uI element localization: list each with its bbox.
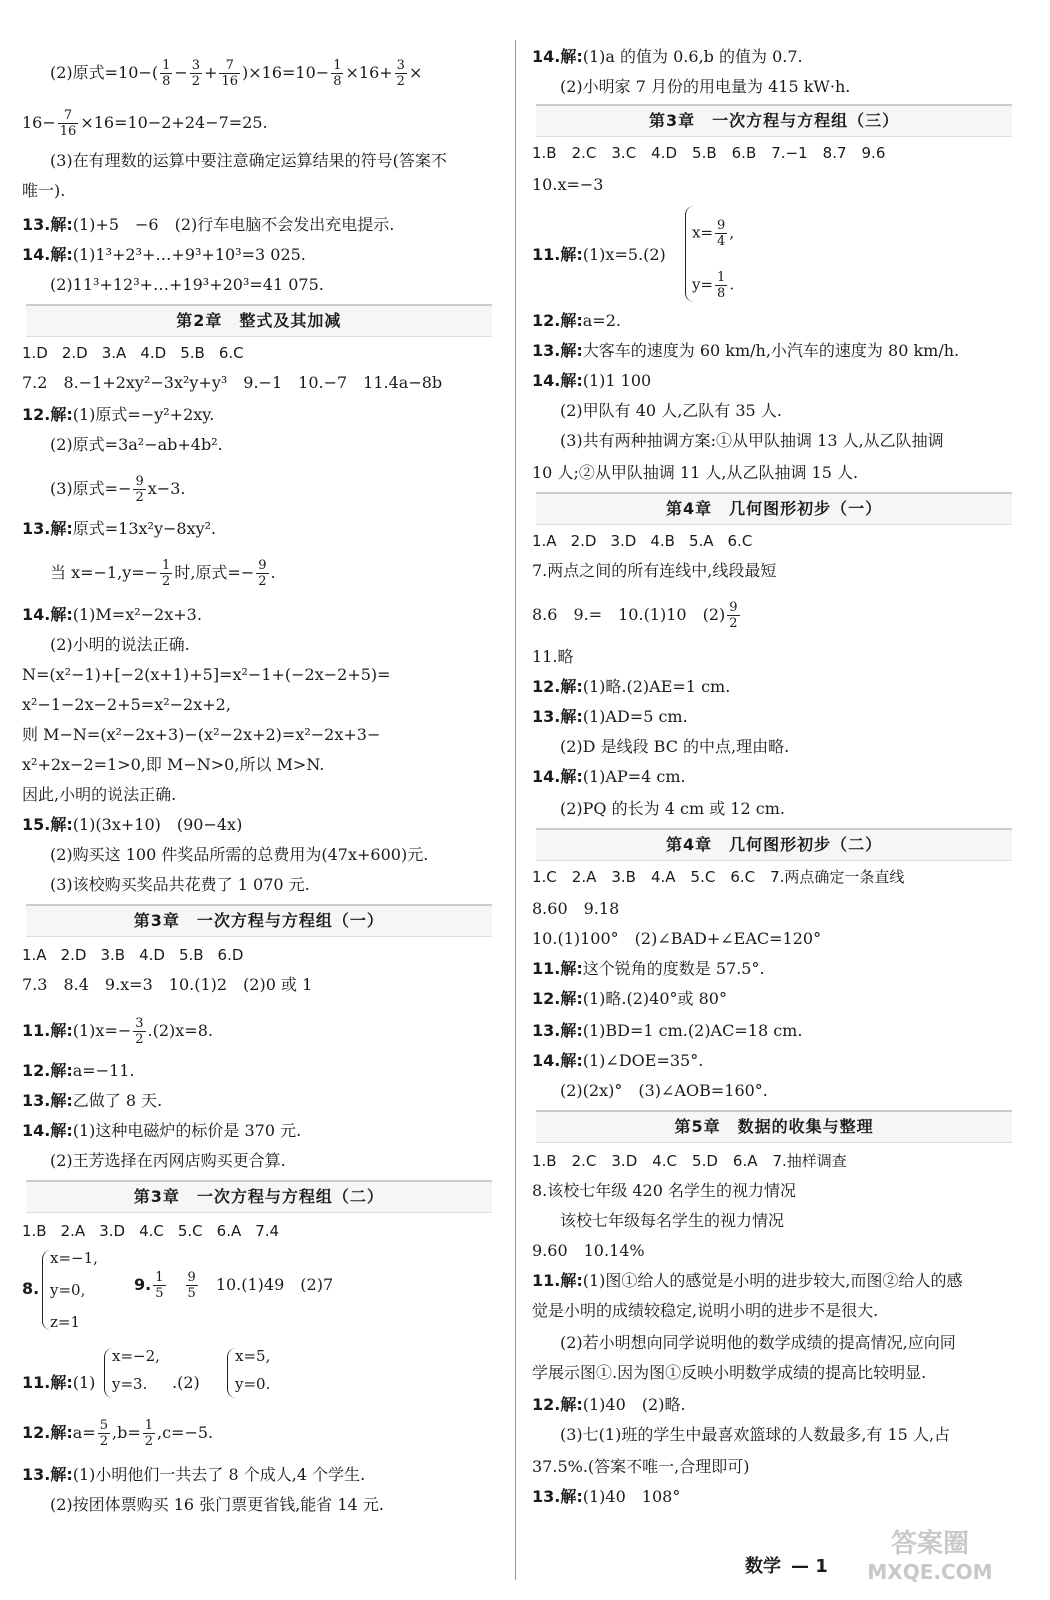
answer-line: 14.解:(1)这种电磁炉的标价是 370 元. bbox=[22, 1121, 302, 1140]
answer-line: 12.解:(1)原式=−y²+2xy. bbox=[22, 405, 215, 424]
choice-answers: 1.A 2.D 3.D 4.B 5.A 6.C bbox=[532, 532, 753, 550]
answer-line: 13.解:乙做了 8 天. bbox=[22, 1091, 163, 1110]
answer-line: 15.解:(1)(3x+10) (90−4x) bbox=[22, 815, 243, 834]
equation: x=5, bbox=[235, 1347, 271, 1365]
answer-line: 14.解:(1)1 100 bbox=[532, 371, 652, 390]
answer-line: 因此,小明的说法正确. bbox=[22, 785, 177, 804]
left-column bbox=[22, 0, 507, 1600]
answer-line: (2)小明的说法正确. bbox=[50, 635, 190, 654]
chapter-heading: 第3章 一次方程与方程组（二） bbox=[26, 1180, 492, 1213]
fraction: $\frac{7}{16}$ bbox=[221, 58, 239, 89]
answer-line: 当 x=−1,y=− $\frac{1}{2}$ 时,原式=− $\frac{9}{2}$ . bbox=[50, 558, 276, 589]
answer-line: (3)原式=− $\frac{9}{2}$ x−3. bbox=[50, 474, 186, 505]
fraction: $\frac{9}{2}$ bbox=[135, 474, 144, 505]
choice-answers: 1.A 2.D 3.B 4.D 5.B 6.D bbox=[22, 946, 244, 964]
equation: y=0. bbox=[235, 1375, 271, 1393]
answer-line: 11.解:(1) bbox=[22, 1373, 96, 1392]
answer-line: (2)若小明想向同学说明他的数学成绩的提高情况,应向同 bbox=[560, 1333, 956, 1352]
choice-answers: 1.D 2.D 3.A 4.D 5.B 6.C bbox=[22, 344, 244, 362]
text: .(2) bbox=[172, 1373, 200, 1392]
answer-line: 12.解:(1)40 (2)略. bbox=[532, 1395, 686, 1414]
answer-line: 14.解:(1)1³+2³+…+9³+10³=3 025. bbox=[22, 245, 306, 264]
answer-line: (2)按团体票购买 16 张门票更省钱,能省 14 元. bbox=[50, 1495, 384, 1514]
answer-line: 12.解:(1)略.(2)40°或 80° bbox=[532, 989, 727, 1008]
fraction: $\frac{3}{2}$ bbox=[135, 1016, 144, 1047]
answer-line: 11.解:(1)x=5.(2) bbox=[532, 245, 666, 264]
answer-line: 10.(1)100° (2)∠BAD+∠EAC=120° bbox=[532, 929, 822, 948]
answer-line: (2)PQ 的长为 4 cm 或 12 cm. bbox=[560, 799, 785, 818]
chapter-heading: 第5章 数据的收集与整理 bbox=[536, 1110, 1012, 1143]
answer-line: 学展示图①.因为图①反映小明数学成绩的提高比较明显. bbox=[532, 1363, 927, 1382]
answer-line: 10 人;②从甲队抽调 11 人,从乙队抽调 15 人. bbox=[532, 463, 859, 482]
page-number: — 1 bbox=[791, 1556, 828, 1577]
page-footer bbox=[745, 1552, 828, 1578]
equation: y=0, bbox=[50, 1281, 86, 1299]
fraction: $\frac{5}{2}$ bbox=[99, 1418, 108, 1449]
answer-line: 8.60 9.18 bbox=[532, 899, 620, 918]
answer-line: 8.该校七年级 420 名学生的视力情况 bbox=[532, 1181, 796, 1200]
answer-line: 13.解:大客车的速度为 60 km/h,小汽车的速度为 80 km/h. bbox=[532, 341, 960, 360]
equation: x= $\frac{9}{4}$ , bbox=[692, 218, 735, 249]
subject-label: 数学 bbox=[745, 1556, 781, 1577]
answer-line: x²−1−2x−2+5=x²−2x+2, bbox=[22, 695, 231, 714]
chapter-heading: 第3章 一次方程与方程组（三） bbox=[536, 104, 1012, 137]
fraction: $\frac{3}{2}$ bbox=[396, 58, 405, 89]
answer-line: 7.两点之间的所有连线中,线段最短 bbox=[532, 561, 777, 580]
chapter-heading: 第4章 几何图形初步（二） bbox=[536, 828, 1012, 861]
answer-line: 唯一). bbox=[22, 181, 66, 200]
answer-line: 37.5%.(答案不唯一,合理即可) bbox=[532, 1457, 750, 1476]
answer-line: 觉是小明的成绩较稳定,说明小明的进步不是很大. bbox=[532, 1301, 879, 1320]
watermark-logo bbox=[835, 1530, 1025, 1590]
answer-line: 12.解:a=−11. bbox=[22, 1061, 135, 1080]
fraction: $\frac{9}{5}$ bbox=[187, 1270, 196, 1301]
answer-line: 14.解:(1)∠DOE=35°. bbox=[532, 1051, 704, 1070]
answer-line: 13.解:(1)BD=1 cm.(2)AC=18 cm. bbox=[532, 1021, 803, 1040]
answer-line: 16− $\frac{7}{16}$ ×16=10−2+24−7=25. bbox=[22, 108, 268, 139]
chapter-heading: 第3章 一次方程与方程组（一） bbox=[26, 904, 492, 937]
answer-line: 12.解:a= $\frac{5}{2}$ ,b= $\frac{1}{2}$ ,c=−5. bbox=[22, 1418, 214, 1449]
answer-line: x²+2x−2=1>0,即 M−N>0,所以 M>N. bbox=[22, 755, 325, 774]
answer-line: 7.2 8.−1+2xy²−3x²y+y³ 9.−1 10.−7 11.4a−8b bbox=[22, 373, 443, 392]
answer-line: 12.解:a=2. bbox=[532, 311, 621, 330]
chapter-heading: 第4章 几何图形初步（一） bbox=[536, 492, 1012, 525]
answer-line: 9.60 10.14% bbox=[532, 1241, 645, 1260]
answer-line: N=(x²−1)+[−2(x+1)+5]=x²−1+(−2x−2+5)= bbox=[22, 665, 391, 684]
choice-answers: 1.C 2.A 3.B 4.A 5.C 6.C 7.两点确定一条直线 bbox=[532, 868, 905, 886]
answer-line: 11.解:(1)图①给人的感觉是小明的进步较大,而图②给人的感 bbox=[532, 1271, 963, 1290]
choice-answers: 1.B 2.A 3.D 4.C 5.C 6.A 7.4 bbox=[22, 1222, 280, 1240]
choice-answers: 1.B 2.C 3.D 4.C 5.D 6.A 7.抽样调查 bbox=[532, 1152, 847, 1170]
fraction: $\frac{1}{2}$ bbox=[144, 1418, 153, 1449]
answer-line: 14.解:(1)M=x²−2x+3. bbox=[22, 605, 202, 624]
answer-line: 13.解:(1)+5 −6 (2)行车电脑不会发出充电提示. bbox=[22, 215, 395, 234]
answer-line: (2)原式=3a²−ab+4b². bbox=[50, 435, 223, 454]
fraction: $\frac{1}{8}$ bbox=[717, 270, 726, 301]
answer-line: (2)王芳选择在丙网店购买更合算. bbox=[50, 1151, 286, 1170]
answer-line: (2)11³+12³+…+19³+20³=41 075. bbox=[50, 275, 324, 294]
fraction: $\frac{9}{4}$ bbox=[717, 218, 726, 249]
text: (2)原式=10−( bbox=[50, 63, 159, 82]
answer-line: (3)在有理数的运算中要注意确定运算结果的符号(答案不 bbox=[50, 151, 447, 170]
answer-line: 12.解:(1)略.(2)AE=1 cm. bbox=[532, 677, 731, 696]
answer-line: 10.x=−3 bbox=[532, 175, 604, 194]
answer-line: (2)购买这 100 件奖品所需的总费用为(47x+600)元. bbox=[50, 845, 429, 864]
answer-line: 13.解:(1)小明他们一共去了 8 个成人,4 个学生. bbox=[22, 1465, 366, 1484]
choice-answers: 1.B 2.C 3.C 4.D 5.B 6.B 7.−1 8.7 9.6 bbox=[532, 144, 886, 162]
answer-line: 11.解:(1)x=− $\frac{3}{2}$ .(2)x=8. bbox=[22, 1016, 213, 1047]
column-divider bbox=[515, 40, 516, 1580]
fraction: $\frac{7}{16}$ bbox=[59, 108, 77, 139]
answer-line: 则 M−N=(x²−2x+3)−(x²−2x+2)=x²−2x+3− bbox=[22, 725, 381, 744]
answer-line: 14.解:(1)AP=4 cm. bbox=[532, 767, 686, 786]
fraction: $\frac{3}{2}$ bbox=[191, 58, 201, 89]
answer-line: (3)七(1)班的学生中最喜欢篮球的人数最多,有 15 人,占 bbox=[560, 1425, 951, 1444]
answer-line: 13.解:(1)AD=5 cm. bbox=[532, 707, 688, 726]
fraction: $\frac{1}{2}$ bbox=[162, 558, 171, 589]
fraction: $\frac{1}{5}$ bbox=[155, 1270, 164, 1301]
answer-line: 13.解:(1)40 108° bbox=[532, 1487, 681, 1506]
answer-line: (2)(2x)° (3)∠AOB=160°. bbox=[560, 1081, 768, 1100]
answer-line: (2)原式=10−( $\frac{1}{8}$ − $\frac{3}{2}$ + $\frac{7}{16}$ )×16=10− $\frac{1}{8}$ ×16+ $\frac{3}{2}$ × bbox=[50, 58, 423, 89]
answer-line: 11.略 bbox=[532, 647, 574, 666]
answer-line: 13.解:原式=13x²y−8xy². bbox=[22, 519, 217, 538]
answer-line: 9. $\frac{1}{5}$ $\frac{9}{5}$ 10.(1)49 (2)7 bbox=[134, 1270, 334, 1301]
fraction: $\frac{1}{8}$ bbox=[333, 58, 342, 89]
chapter-heading: 第2章 整式及其加减 bbox=[26, 304, 492, 337]
question-number: 8. bbox=[22, 1279, 40, 1298]
answer-line: 11.解:这个锐角的度数是 57.5°. bbox=[532, 959, 765, 978]
right-column bbox=[532, 0, 1028, 1600]
equation: y= $\frac{1}{8}$ . bbox=[692, 270, 735, 301]
equation: z=1 bbox=[50, 1313, 81, 1331]
answer-line: (2)小明家 7 月份的用电量为 415 kW·h. bbox=[560, 77, 851, 96]
answer-line: 14.解:(1)a 的值为 0.6,b 的值为 0.7. bbox=[532, 47, 803, 66]
equation: x=−1, bbox=[50, 1249, 98, 1267]
watermark-text: 答案圈 bbox=[890, 1529, 969, 1559]
answer-line: (3)共有两种抽调方案:①从甲队抽调 13 人,从乙队抽调 bbox=[560, 431, 944, 450]
equation: y=3. bbox=[112, 1375, 148, 1393]
fraction: $\frac{1}{8}$ bbox=[162, 58, 171, 89]
watermark-site: MXQE.COM bbox=[867, 1560, 993, 1584]
fraction: $\frac{9}{2}$ bbox=[258, 558, 267, 589]
answer-line: 该校七年级每名学生的视力情况 bbox=[560, 1211, 785, 1230]
answer-line: (2)甲队有 40 人,乙队有 35 人. bbox=[560, 401, 782, 420]
equation: x=−2, bbox=[112, 1347, 160, 1365]
answer-line: 8.6 9.= 10.(1)10 (2) $\frac{9}{2}$ bbox=[532, 600, 738, 631]
fraction: $\frac{9}{2}$ bbox=[729, 600, 738, 631]
answer-line: 7.3 8.4 9.x=3 10.(1)2 (2)0 或 1 bbox=[22, 975, 313, 994]
answer-line: (3)该校购买奖品共花费了 1 070 元. bbox=[50, 875, 310, 894]
answer-line: (2)D 是线段 BC 的中点,理由略. bbox=[560, 737, 790, 756]
